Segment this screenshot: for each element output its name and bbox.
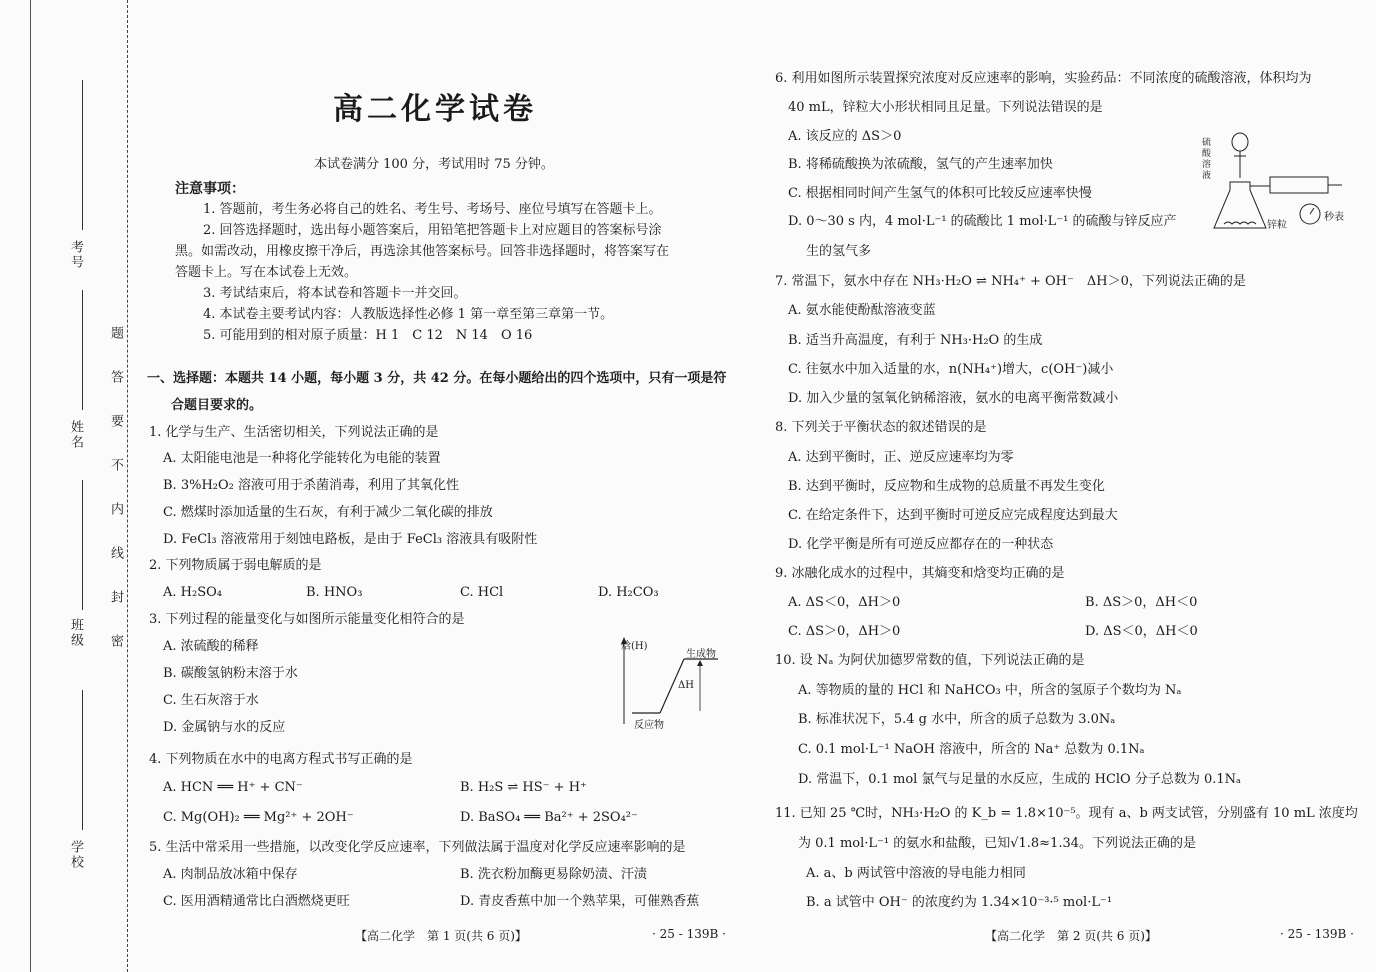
- question-4-option-c: C. Mg(OH)₂ ══ Mg²⁺ + 2OH⁻: [163, 810, 354, 825]
- notice-item: 3. 考试结束后，将本试卷和答题卡一并交回。: [203, 286, 467, 301]
- question-5-option-a: A. 肉制品放冰箱中保存: [163, 867, 298, 882]
- question-5: 5. 生活中常采用一些措施，以改变化学反应速率，下列做法属于温度对化学反应速率影响的是: [149, 840, 686, 855]
- question-6-cont: 40 mL，锌粒大小形状相同且足量。下列说法错误的是: [788, 100, 1103, 115]
- question-11-option-a: A. a、b 两试管中溶液的导电能力相同: [806, 866, 1026, 881]
- question-2: 2. 下列物质属于弱电解质的是: [149, 558, 322, 573]
- question-7-option-b: B. 适当升高温度，有利于 NH₃·H₂O 的生成: [788, 333, 1043, 348]
- notice-item: 4. 本试卷主要考试内容：人教版选择性必修 1 第一章至第三章第一节。: [203, 307, 614, 322]
- question-6: 6. 利用如图所示装置探究浓度对反应速率的影响，实验药品：不同浓度的硫酸溶液，体积均为: [775, 71, 1312, 86]
- exam-title: 高二化学试卷: [333, 92, 537, 127]
- question-6-option-d-cont: 生的氢气多: [806, 244, 872, 259]
- question-6-option-c: C. 根据相同时间产生氢气的体积可比较反应速率快慢: [788, 186, 1092, 201]
- notice-heading: 注意事项：: [175, 181, 245, 197]
- question-6-option-d: D. 0～30 s 内，4 mol·L⁻¹ 的硫酸比 1 mol·L⁻¹ 的硫酸与锌反应产: [788, 214, 1177, 229]
- question-8-option-d: D. 化学平衡是所有可逆反应都存在的一种状态: [788, 537, 1054, 552]
- seal-char: 要: [108, 414, 123, 429]
- zinc-label: 锌粒: [1267, 220, 1287, 231]
- question-7: 7. 常温下，氨水中存在 NH₃·H₂O ⇌ NH₄⁺ + OH⁻ ΔH＞0，下列说法正确的是: [775, 274, 1246, 289]
- question-5-option-b: B. 洗衣粉加酶更易除奶渍、汗渍: [460, 867, 647, 882]
- seal-char: 密: [108, 634, 123, 649]
- apparatus-diagram: [1200, 128, 1350, 234]
- exam-subtitle: 本试卷满分 100 分，考试用时 75 分钟。: [314, 157, 554, 172]
- question-8-option-c: C. 在给定条件下，达到平衡时可逆反应完成程度达到最大: [788, 508, 1118, 523]
- question-2-option-d: D. H₂CO₃: [598, 585, 659, 600]
- question-4-option-b: B. H₂S ⇌ HS⁻ + H⁺: [460, 780, 587, 795]
- question-1-option-a: A. 太阳能电池是一种将化学能转化为电能的装置: [163, 451, 441, 466]
- question-7-option-c: C. 往氨水中加入适量的水，n(NH₄⁺)增大，c(OH⁻)减小: [788, 362, 1114, 377]
- exam-number-label: 考号: [68, 240, 83, 270]
- gas-syringe: [1270, 177, 1328, 193]
- seal-line: [127, 0, 128, 972]
- question-9-option-c: C. ΔS＞0，ΔH＞0: [788, 624, 901, 639]
- notice-item: 答题卡上。写在本试卷上无效。: [175, 265, 358, 280]
- question-4: 4. 下列物质在水中的电离方程式书写正确的是: [149, 752, 413, 767]
- acid-label: 硫酸溶液: [1202, 138, 1212, 181]
- diagram-y-label: 焓(H): [621, 641, 648, 652]
- seal-char: 答: [108, 370, 123, 385]
- question-10-option-c: C. 0.1 mol·L⁻¹ NaOH 溶液中，所含的 Na⁺ 总数为 0.1Nₐ: [798, 742, 1145, 757]
- section-heading-cont: 合题目要求的。: [171, 398, 263, 413]
- page-code: · 25 - 139B ·: [1280, 927, 1354, 941]
- question-6-option-b: B. 将稀硫酸换为浓硫酸，氢气的产生速率加快: [788, 157, 1053, 172]
- question-1-option-c: C. 燃煤时添加适量的生石灰，有利于减少二氧化碳的排放: [163, 505, 493, 520]
- question-2-option-b: B. HNO₃: [306, 585, 363, 600]
- question-5-option-c: C. 医用酒精通常比白酒燃烧更旺: [163, 894, 350, 909]
- question-3-option-a: A. 浓硫酸的稀释: [163, 639, 259, 654]
- question-9-option-b: B. ΔS＞0，ΔH＜0: [1085, 595, 1198, 610]
- notice-item: 5. 可能用到的相对原子质量：H 1 C 12 N 14 O 16: [203, 328, 533, 343]
- question-10-option-a: A. 等物质的量的 HCl 和 NaHCO₃ 中，所含的氢原子个数均为 Nₐ: [798, 683, 1182, 698]
- question-8-option-a: A. 达到平衡时，正、逆反应速率均为零: [788, 450, 1014, 465]
- diagram-reactant-label: 反应物: [634, 720, 664, 731]
- question-9-option-d: D. ΔS＜0，ΔH＜0: [1085, 624, 1198, 639]
- dh-arrowhead: [697, 660, 703, 666]
- class-label: 班级: [68, 618, 83, 648]
- question-1-option-d: D. FeCl₃ 溶液常用于刻蚀电路板，是由于 FeCl₃ 溶液具有吸附性: [163, 532, 538, 547]
- page-footer: 【高二化学 第 1 页(共 6 页)】: [355, 929, 527, 943]
- notice-item: 2. 回答选择题时，选出每小题答案后，用铅笔把答题卡上对应题目的答案标号涂: [203, 223, 662, 238]
- question-3-option-d: D. 金属钠与水的反应: [163, 720, 286, 735]
- question-8: 8. 下列关于平衡状态的叙述错误的是: [775, 420, 987, 435]
- page-code: · 25 - 139B ·: [652, 927, 726, 941]
- question-2-option-c: C. HCl: [460, 585, 504, 600]
- energy-diagram: [618, 634, 730, 730]
- notice-item: 1. 答题前，考生务必将自己的姓名、考生号、考场号、座位号填写在答题卡上。: [203, 202, 662, 217]
- stopwatch-hand: [1310, 208, 1314, 214]
- stopwatch-label: 秒表: [1324, 212, 1344, 223]
- question-2-option-a: A. H₂SO₄: [163, 585, 222, 600]
- question-4-option-a: A. HCN ══ H⁺ + CN⁻: [163, 780, 303, 795]
- seal-char: 题: [108, 326, 123, 341]
- question-11: 11. 已知 25 ℃时，NH₃·H₂O 的 K_b = 1.8×10⁻⁵。现有 a、b 两支试管，分别盛有 10 mL 浓度均: [775, 806, 1358, 821]
- question-8-option-b: B. 达到平衡时，反应物和生成物的总质量不再发生变化: [788, 479, 1105, 494]
- question-10-option-b: B. 标准状况下，5.4 g 水中，所含的质子总数为 3.0Nₐ: [798, 712, 1116, 727]
- question-5-option-d: D. 青皮香蕉中加一个熟苹果，可催熟香蕉: [460, 894, 700, 909]
- question-11-cont: 为 0.1 mol·L⁻¹ 的氨水和盐酸，已知√1.8≈1.34。下列说法正确的是: [798, 836, 1197, 851]
- name-label: 姓名: [68, 420, 83, 450]
- conical-flask: [1214, 182, 1266, 228]
- seal-char: 内: [108, 502, 123, 517]
- section-heading: 一、选择题：本题共 14 小题，每小题 3 分，共 42 分。在每小题给出的四个选项中，只有一项是符: [147, 371, 727, 386]
- seal-char: 线: [108, 546, 123, 561]
- question-10: 10. 设 Nₐ 为阿伏加德罗常数的值，下列说法正确的是: [775, 653, 1085, 668]
- question-3: 3. 下列过程的能量变化与如图所示能量变化相符合的是: [149, 612, 465, 627]
- question-10-option-d: D. 常温下，0.1 mol 氯气与足量的水反应，生成的 HClO 分子总数为 0.1Nₐ: [798, 772, 1242, 787]
- diagram-dh-label: ΔH: [678, 680, 694, 691]
- notice-item: 黑。如需改动，用橡皮擦干净后，再选涂其他答案标号。回答非选择题时，将答案写在: [175, 244, 670, 259]
- zinc-granules: [1224, 222, 1256, 224]
- question-3-option-c: C. 生石灰溶于水: [163, 693, 259, 708]
- question-9-option-a: A. ΔS＜0，ΔH＞0: [788, 595, 901, 610]
- question-11-option-b: B. a 试管中 OH⁻ 的浓度约为 1.34×10⁻³·⁵ mol·L⁻¹: [806, 895, 1113, 910]
- question-1: 1. 化学与生产、生活密切相关，下列说法正确的是: [149, 425, 439, 440]
- school-field[interactable]: [82, 690, 83, 830]
- name-field[interactable]: [82, 290, 83, 410]
- separatory-funnel: [1232, 133, 1248, 151]
- question-4-option-d: D. BaSO₄ ══ Ba²⁺ + 2SO₄²⁻: [460, 810, 638, 825]
- school-label: 学校: [68, 840, 83, 870]
- question-7-option-a: A. 氨水能使酚酞溶液变蓝: [788, 303, 936, 318]
- seal-char: 不: [108, 458, 123, 473]
- binding-edge-line: [30, 0, 31, 972]
- question-6-option-a: A. 该反应的 ΔS＞0: [788, 129, 902, 144]
- question-3-option-b: B. 碳酸氢钠粉末溶于水: [163, 666, 298, 681]
- question-9: 9. 冰融化成水的过程中，其熵变和焓变均正确的是: [775, 566, 1065, 581]
- seal-char: 封: [108, 590, 123, 605]
- page-footer: 【高二化学 第 2 页(共 6 页)】: [985, 929, 1157, 943]
- class-field[interactable]: [82, 480, 83, 610]
- question-1-option-b: B. 3%H₂O₂ 溶液可用于杀菌消毒，利用了其氧化性: [163, 478, 459, 493]
- question-7-option-d: D. 加入少量的氢氧化钠稀溶液，氨水的电离平衡常数减小: [788, 391, 1119, 406]
- diagram-product-label: 生成物: [686, 649, 716, 660]
- exam-number-field[interactable]: [82, 80, 83, 230]
